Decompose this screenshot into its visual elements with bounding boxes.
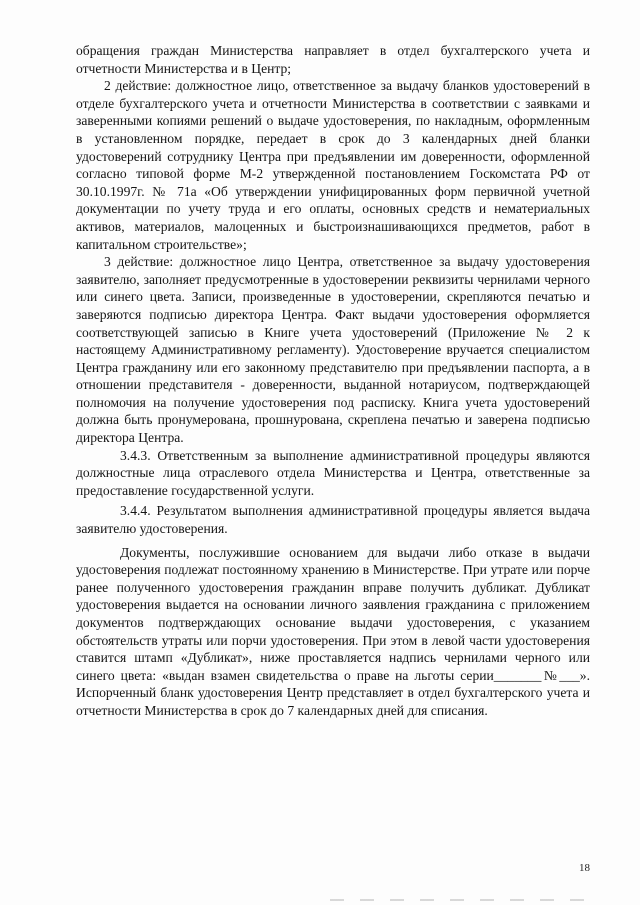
paragraph-continuation: обращения граждан Министерства направляет в отдел бухгалтерского учета и отчетности Министерства и в Центр;: [76, 43, 590, 76]
paragraph-documents-storage: Документы, послужившие основанием для выдачи либо отказе в выдачи удостоверения подлежат постоянному хранению в Министерстве. При утрате или порче ранее полученного удостоверения гражданин вправе получить дубликат. Дубликат удостоверения выдается на основании личного заявления гражданина с приложением документов подтверждающих основание выдачи удостоверения, с указанием обстоятельств утраты или порчи удостоверения. При этом в левой части удостоверения ставится штамп «Дубликат», ниже проставляется надпись чернилами черного или синего цвета: «выдан взамен свидетельства о праве на льготы серии_______№___». Испорченный бланк удостоверения Центр представляет в отдел бухгалтерского учета и отчетности Министерства в срок до 7 календарных дней для списания.: [76, 544, 590, 718]
paragraph-action-2: 2 действие: должностное лицо, ответственное за выдачу бланков удостоверений в отделе бухгалтерского учета и отчетности Министерства в соответствии с заявками и заверенными копиями решений о выдаче удостоверения, по накладным, оформленным в установленном порядке, передает в срок до 3 календарных дней бланки удостоверений сотруднику Центра при предъявлении им доверенности, оформленной согласно типовой форме М-2 утвержденной постановлением Госкомстата РФ от 30.10.1997г. № 71а «Об утверждении унифицированных форм первичной учетной документации по учету труда и его оплаты, основных средств и нематериальных активов, материалов, малоценных и быстроизнашивающихся предметов, работ в капитальном строительстве»;: [76, 78, 590, 252]
paragraph-action-3: 3 действие: должностное лицо Центра, ответственное за выдачу удостоверения заявителю, заполняет предусмотренные в удостоверении реквизиты чернилами черного или синего цвета. Записи, произведенные в удостоверении, скрепляются печатью и заверяются подписью директора Центра. Факт выдачи удостоверения оформляется соответствующей записью в Книге учета удостоверений (Приложение № 2 к настоящему Административному регламенту). Удостоверение вручается специалистом Центра гражданину или его законному представителю при предъявлении паспорта, а в отношении представителя - доверенности, выданной нотариусом, подтверждающей полномочия на получение удостоверения под расписку. Книга учета удостоверений должна быть пронумерована, прошнурована, скреплена печатью и заверена подписью директора Центра.: [76, 254, 590, 446]
paragraph-3-4-3: 3.4.3. Ответственным за выполнение административной процедуры являются должностные лица отраслевого отдела Министерства и Центра, ответственные за предоставление государственной услуги.: [76, 447, 590, 498]
page-number: 18: [579, 862, 590, 874]
scan-artifact-line: [330, 899, 590, 901]
paragraph-3-4-4: 3.4.4. Результатом выполнения административной процедуры является выдача заявителю удостоверения.: [76, 503, 590, 537]
document-body: [76, 42, 590, 720]
